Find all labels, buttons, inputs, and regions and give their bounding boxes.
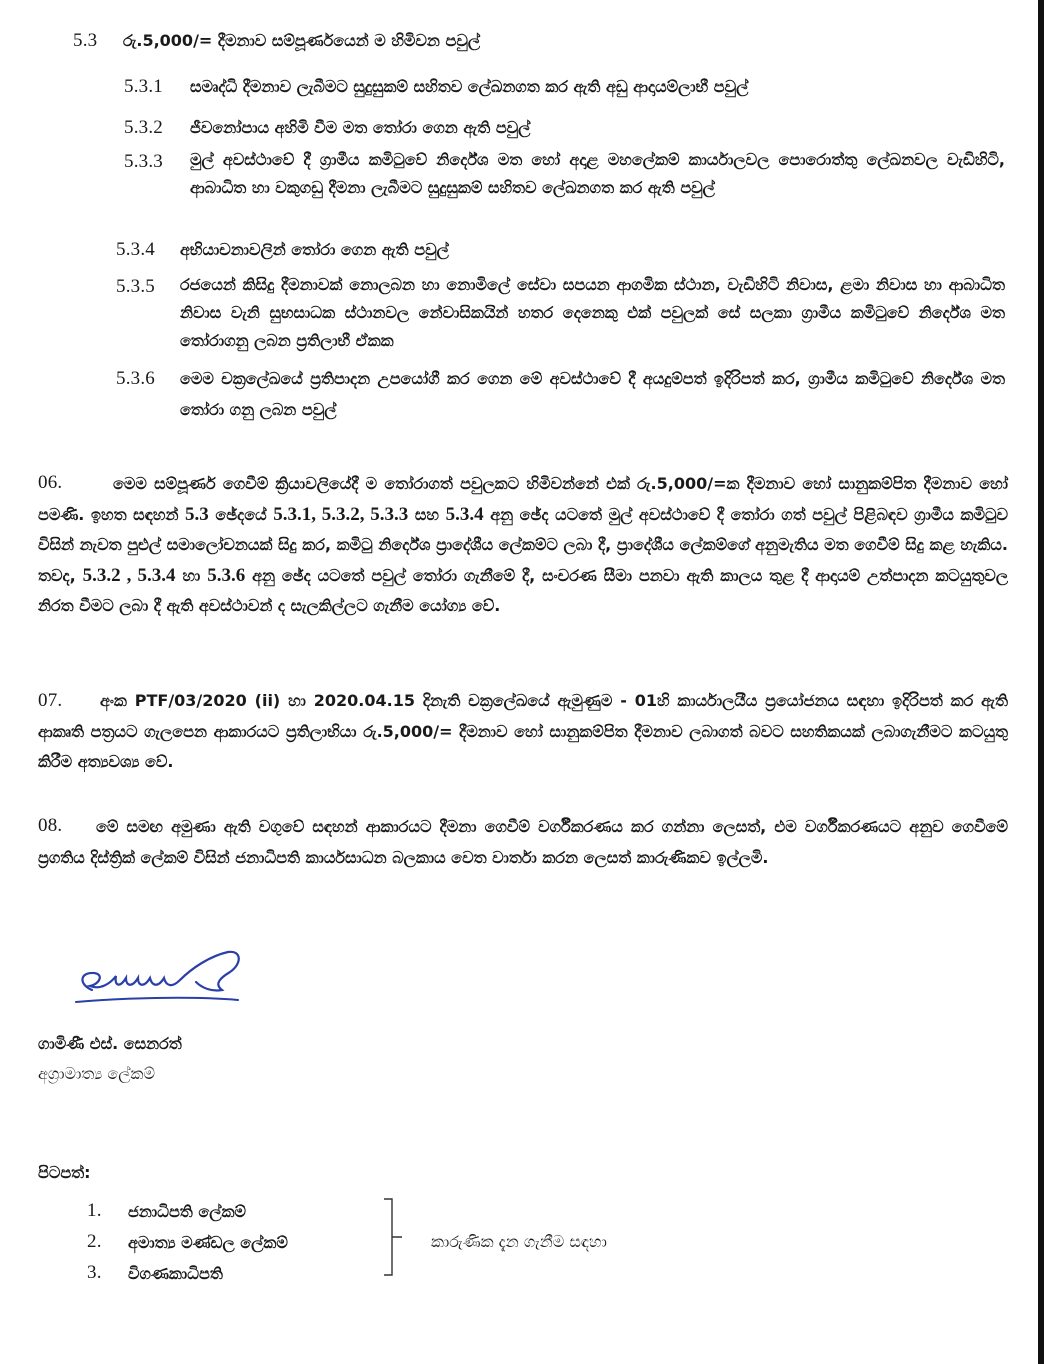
item-5-3-5-number: 5.3.5 <box>116 276 155 297</box>
signatory-title: අග්‍රාමාත්‍ය ලේකම් <box>38 1064 155 1083</box>
copy-1-text: ජනාධිපති ලේකම් <box>128 1202 246 1221</box>
section-07-text: අංක PTF/03/2020 (ii) හා 2020.04.15 දිනැති චක්‍රලේඛයේ ඇමුණුම - 01හි කාර්යාලයීය ප්‍රයෝජනය සඳහා ඉදිරිපත් කර ඇති ආකෘති පත්‍රයට ගැලපෙන ආකාරයට ප්‍රතිලාභියා රු.5,000/= දීමනාව හෝ සානුකම්පිත දීමනාව ලබාගත් බවට සහතිකයක් ලබාගැනීමට කටයුතු කිරීම අත්‍යවශ්‍ය වේ. <box>38 691 1008 771</box>
item-5-3-4-text: අභියාචනාවලින් තෝරා ගෙන ඇති පවුල් <box>180 240 449 259</box>
section-07-number: 07. <box>38 690 63 711</box>
item-5-3-2-number: 5.3.2 <box>124 117 163 138</box>
copy-1-number: 1. <box>87 1200 102 1221</box>
item-5-3-2-text: ජීවනෝපාය අහිමි වීම මත තෝරා ගෙන ඇති පවුල් <box>190 118 531 137</box>
signature-image <box>70 938 250 1030</box>
copy-2-text: අමාත්‍ය මණ්ඩල ලේකම් <box>128 1233 288 1252</box>
item-5-3-3-number: 5.3.3 <box>124 151 163 172</box>
copies-note: කාරුණික දැන ගැනීම සඳහා <box>431 1232 607 1251</box>
copy-3-text: විගණකාධිපති <box>128 1264 223 1283</box>
copy-2-number: 2. <box>87 1231 102 1252</box>
section-06-number: 06. <box>38 472 63 493</box>
section-5-3-number: 5.3 <box>73 30 98 51</box>
item-5-3-4-number: 5.3.4 <box>116 239 155 260</box>
section-06-text: මෙම සම්පූර්ණ ගෙවීම් ක්‍රියාවලියේදී ම තෝරාගත් පවුලකට හිමිවන්නේ එක් රු.5,000/=ක දීමනාව හෝ සානුකම්පිත දීමනාව හෝ පමණි. ඉහත සඳහන් 5.3 ඡේදයේ 5.3.1, 5.3.2, 5.3.3 සහ 5.3.4 අනු ඡේද යටතේ මුල් අවස්ථාවේ දී තෝරා ගත් පවුල් පිළිබඳව ග්‍රාමීය කමිටුව විසින් නැවත පුළුල් සමාලෝචනයක් සිදු කර, කමිටු නිර්දේශ ප්‍රාදේශීය ලේකම්ට ලබා දී, ප්‍රාදේශීය ලේකම්ගේ අනුමැතිය මත ගෙවීම් සිදු කළ හැකිය. තවද, 5.3.2 , 5.3.4 හා 5.3.6 අනු ඡේද යටතේ පවුල් තෝරා ගැනීමේ දී, සංචරණ සීමා පනවා ඇති කාලය තුළ දී ආදායම් උත්පාදන කටයුතුවල නිරත වීමට ලබා දී ඇති අවස්ථාවන් ද සැලකිල්ලට ගැනීම යෝග්‍ය වේ. <box>38 474 1009 615</box>
item-5-3-3-text: මුල් අවස්ථාවේ දී ග්‍රාමීය කමිටුවේ නිර්දේශ මත හෝ අදාළ මහලේකම් කාර්යාලවල පොරොත්තු ලේඛනවල වැඩිහිටි, ආබාධිත හා වකුගඩු දීමනා ලැබීමට සුදුසුකම් සහිතව ලේඛනගත කර ඇති පවුල් <box>190 150 1005 197</box>
scan-edge <box>1038 0 1044 1364</box>
copy-3-number: 3. <box>87 1262 102 1283</box>
section-08-text: මේ සමඟ අමුණා ඇති වගුවේ සඳහන් ආකාරයට දීමනා ගෙවීම් වර්ගීකරණය කර ගන්නා ලෙසත්, එම වර්ගීකරණයට අනුව ගෙවීමේ ප්‍රගතිය දිස්ත්‍රික් ලේකම් විසින් ජනාධිපති කාර්යසාධන බලකාය වෙත වාර්තා කරන ලෙසත් කාරුණිකව ඉල්ලමි. <box>38 817 1008 867</box>
item-5-3-1-number: 5.3.1 <box>124 76 163 97</box>
section-08-number: 08. <box>38 815 63 836</box>
signatory-name: ගාමිණී එස්. සෙනරත් <box>38 1034 182 1053</box>
item-5-3-1-text: සමෘද්ධි දීමනාව ලැබීමට සුදුසුකම් සහිතව ලේඛනගත කර ඇති අඩු ආදායම්ලාභී පවුල් <box>190 77 749 96</box>
item-5-3-6-number: 5.3.6 <box>116 368 155 389</box>
item-5-3-5-text: රජයෙන් කිසිදු දීමනාවක් නොලබන හා නොමිලේ සේවා සපයන ආගමික ස්ථාන, වැඩිහිටි නිවාස, ළමා නිවාස හා ආබාධිත නිවාස වැනි සුභසාධක ස්ථානවල නේවාසිකයින් හතර දෙනෙකු එක් පවුලක් සේ සලකා ග්‍රාමීය කමිටුවේ නිර්දේශ මත තෝරාගනු ලබන ප්‍රතිලාභී ඒකක <box>180 275 1005 350</box>
item-5-3-6-text: මෙම චක්‍රලේඛයේ ප්‍රතිපාදන උපයෝගී කර ගෙන මේ අවස්ථාවේ දී අයදුම්පත් ඉදිරිපත් කර, ග්‍රාමීය කමිටුවේ නිර්දේශ මත තෝරා ගනු ලබන පවුල් <box>180 369 1005 419</box>
copies-heading: පිටපත්: <box>38 1163 91 1182</box>
copies-brace <box>380 1196 410 1280</box>
section-5-3-title: රු.5,000/= දීමනාව සම්පූර්ණයෙන් ම හිමිවන පවුල් <box>123 31 481 50</box>
